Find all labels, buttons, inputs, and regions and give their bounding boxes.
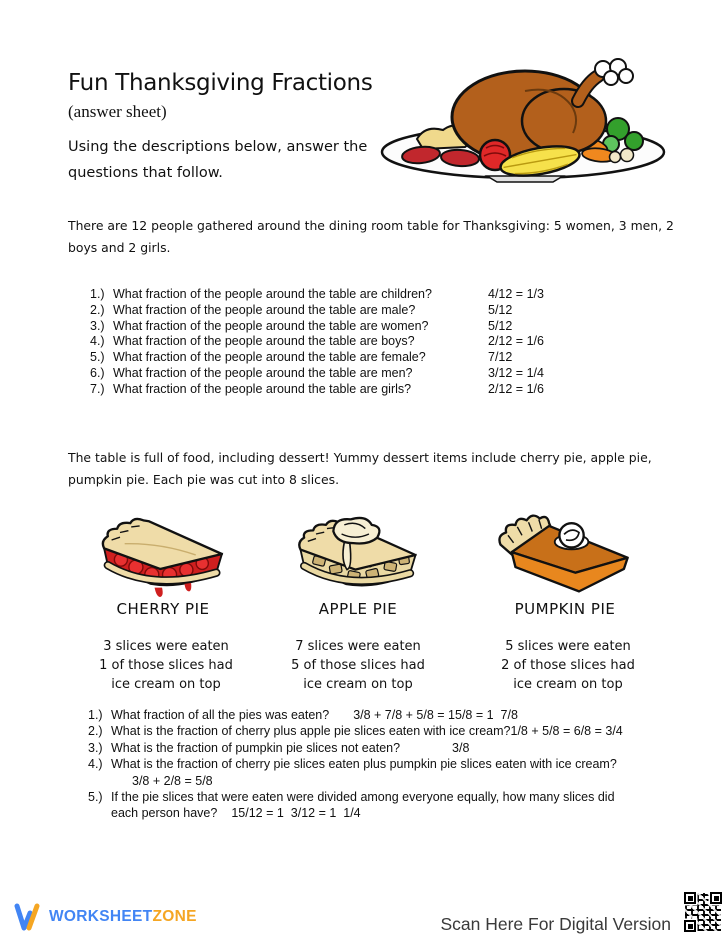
page-title: Fun Thanksgiving Fractions [68,70,373,96]
question-row [90,334,544,350]
question-row [88,740,623,756]
pie-facts-apple [268,637,448,694]
apple-pie-illustration [283,513,433,597]
turkey-dinner-illustration [375,55,670,187]
question-number: 4.) [88,757,103,772]
question-number: 4.) [90,334,105,349]
question-text: What fraction of the people around the table are girls? [113,381,412,396]
paragraph-line: pumpkin pie. Each pie was cut into 8 slices. [68,472,340,487]
question-number: 5.) [88,790,103,805]
question-answer: 5/12 [488,318,513,333]
question-text: What is the fraction of pumpkin pie slices not eaten? [111,740,401,755]
pie-figure-pumpkin [490,511,640,618]
fact-line: ice cream on top [303,677,413,692]
question-text: If the pie slices that were eaten were divided among everyone equally, how many slices did [111,790,615,805]
question-row [90,287,544,303]
qr-code [681,889,725,935]
question-answer: 3/8 + 7/8 + 5/8 = 15/8 = 1 7/8 [353,708,518,722]
qr-finder-bottom-left [684,920,696,932]
worksheetzone-logo [14,903,197,931]
question-row [90,302,513,319]
question-answer: 2/12 = 1/6 [488,381,544,396]
pie-label: APPLE PIE [318,600,398,618]
question-text: What fraction of the people around the table are male? [113,302,416,317]
pie-label: CHERRY PIE [116,600,210,618]
fact-line: 7 slices were eaten [295,639,421,654]
qr-finder-top-right [710,892,722,904]
question-row [88,756,623,772]
question-number: 7.) [90,381,105,396]
paragraph-line: There are 12 people gathered around the dining room table for Thanksgiving: 5 women, 3 men, 2 [68,218,674,233]
answer-sheet-subtitle: (answer sheet) [68,102,167,121]
question-number: 1.) [90,287,105,301]
paragraph-line: The table is full of food, including dessert! Yummy dessert items include cherry pie, apple pie, [68,450,652,465]
question-answer: 3/8 + 2/8 = 5/8 [132,773,213,788]
pie-questions-list [88,707,623,822]
question-row [90,365,544,382]
question-answer: 15/12 = 1 3/12 = 1 1/4 [231,806,361,821]
question-row [90,318,513,335]
question-number: 1.) [88,708,103,722]
question-number: 2.) [90,302,105,317]
question-number: 3.) [88,740,103,755]
question-text: each person have? [111,806,218,821]
question-row [88,789,623,805]
logo-word-worksheet: WORKSHEET [49,908,153,925]
question-answer: 7/12 [488,350,513,365]
pie-facts-pumpkin [478,637,658,694]
fact-line: 5 of those slices had [291,658,425,673]
cherry-pie-illustration [88,511,238,597]
paragraph-line: boys and 2 girls. [68,240,171,255]
fact-line: 3 slices were eaten [103,639,229,654]
question-text: What fraction of the people around the table are boys? [113,334,415,349]
logo-word-zone: ZONE [152,908,197,925]
question-row [88,707,623,723]
fact-line: ice cream on top [513,677,623,692]
pumpkin-pie-illustration [490,511,640,597]
pie-facts-cherry [76,637,256,694]
fact-line: 5 slices were eaten [505,639,631,654]
question-answer: 1/8 + 5/8 = 6/8 = 3/4 [510,724,623,739]
question-answer: 3/12 = 1/4 [488,365,544,380]
question-answer: 4/12 = 1/3 [488,287,544,301]
question-text: What is the fraction of cherry plus apple pie slices eaten with ice cream? [111,724,511,739]
scan-here-text: Scan Here For Digital Version [440,914,671,934]
qr-finder-top-left [684,892,696,904]
question-number: 3.) [90,318,105,333]
question-answer: 2/12 = 1/6 [488,334,544,349]
question-number: 6.) [90,365,105,380]
fact-line: ice cream on top [111,677,221,692]
question-text: What fraction of the people around the table are children? [113,287,432,301]
question-row [90,381,544,398]
logo-wordmark [49,908,197,926]
question-row [90,350,513,366]
question-text: What fraction of all the pies was eaten? [111,708,330,722]
pie-label: PUMPKIN PIE [514,600,616,618]
question-text: What fraction of the people around the table are female? [113,350,426,365]
question-row [88,723,623,739]
question-row-continuation [88,805,623,821]
fact-line: 2 of those slices had [501,658,635,673]
pie-figure-apple [283,513,433,618]
dessert-paragraph [68,447,652,491]
people-questions-list [90,287,544,398]
question-text: What fraction of the people around the table are men? [113,365,413,380]
question-text: What fraction of the people around the table are women? [113,318,429,333]
pie-figure-cherry [88,511,238,618]
question-number: 2.) [88,724,103,739]
people-paragraph [68,215,674,259]
intro-line: questions that follow. [68,165,223,181]
question-answer: 5/12 [488,302,513,317]
intro-line: Using the descriptions below, answer the [68,139,368,155]
question-number: 5.) [90,350,105,365]
logo-w-icon [14,903,42,931]
question-text: What is the fraction of cherry pie slices eaten plus pumpkin pie slices eaten with ice cream? [111,757,617,772]
question-answer: 3/8 [452,740,470,755]
fact-line: 1 of those slices had [99,658,233,673]
intro-text [68,134,367,186]
